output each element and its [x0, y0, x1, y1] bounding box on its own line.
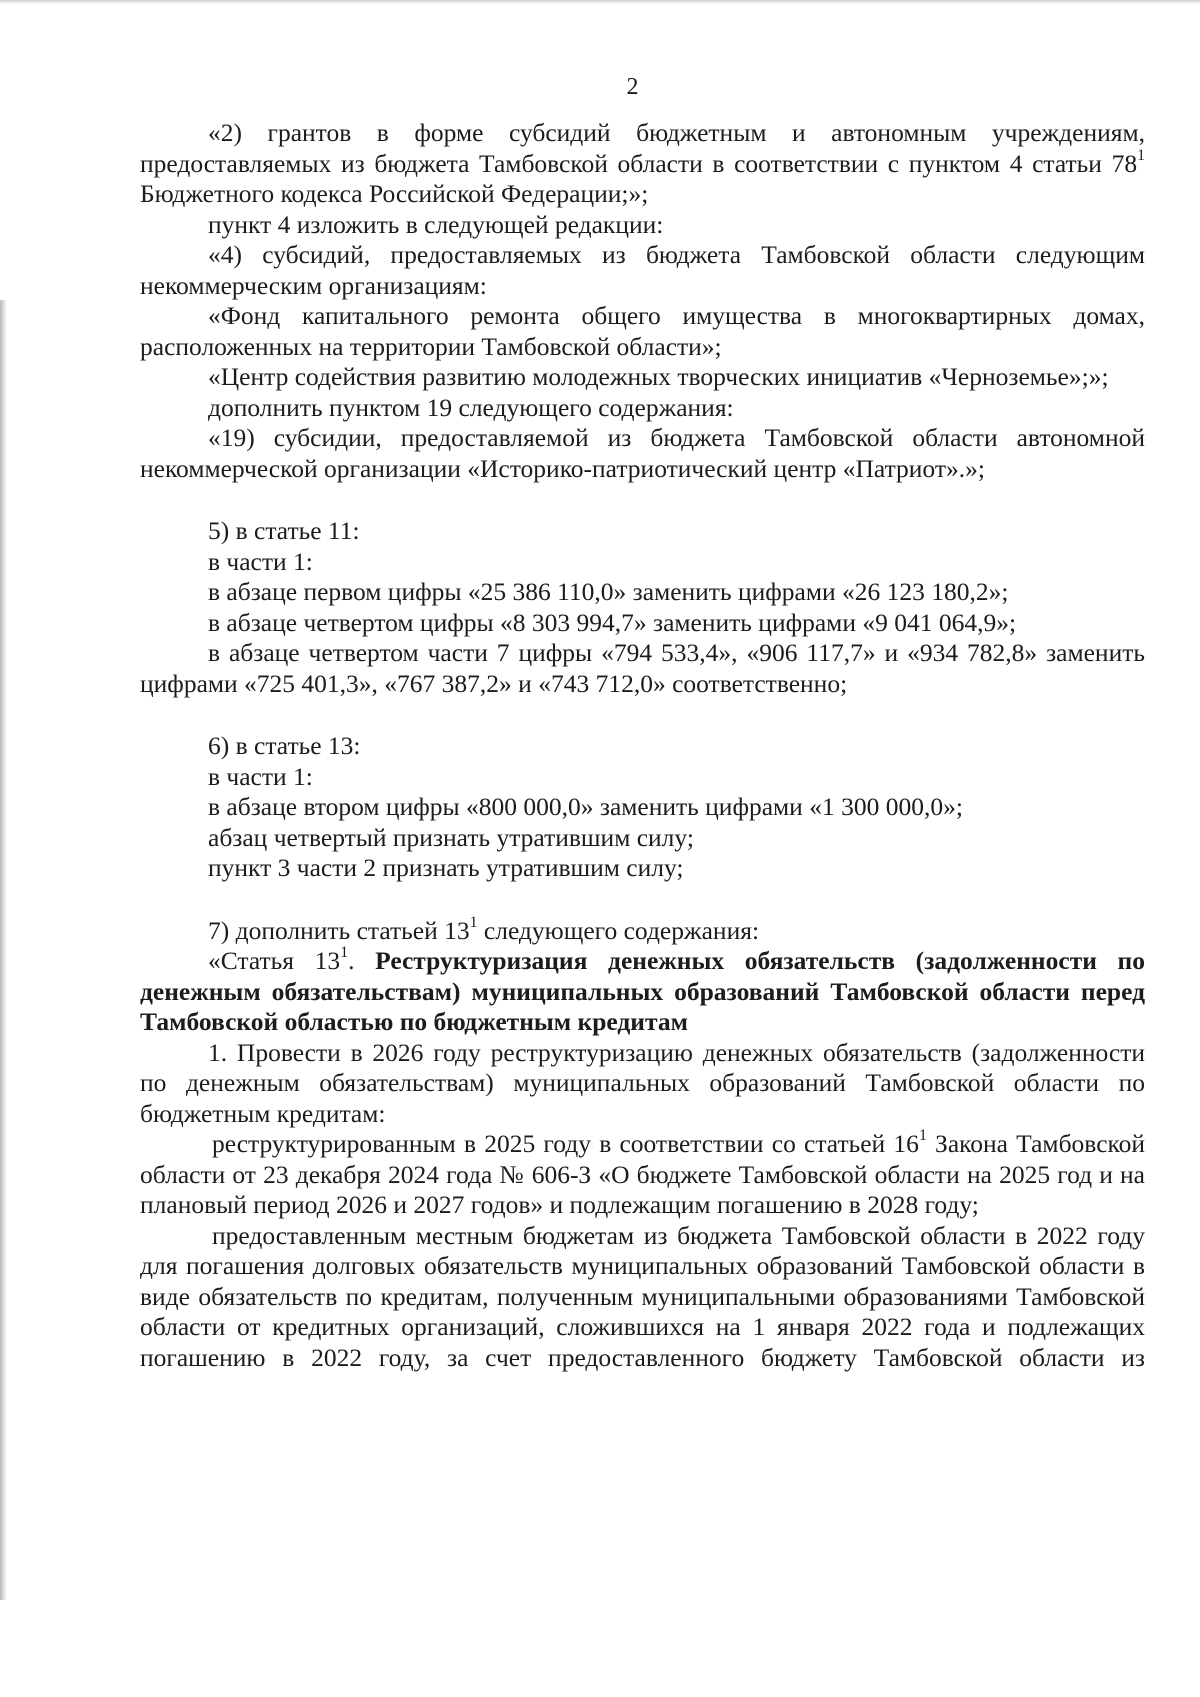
paragraph-article-11: 5) в статье 11:: [208, 516, 360, 545]
paragraph-restructure-1: 1. Провести в 2026 году реструктуризацию денежных обязательств (задолженности по денежным обязательствам) муниципальных образований Тамбовской области по бюджетным кредитам:: [140, 1037, 1145, 1128]
paragraph-part-1-b: в части 1:: [208, 761, 313, 791]
paragraph-item-19: «19) субсидии, предоставляемой из бюджета Тамбовской области автономной некоммерческой организации «Историко-патриотический центр «Патриот».»;: [140, 423, 1145, 483]
paragraph-item-19-intro: дополнить пунктом 19 следующего содержания:: [208, 392, 734, 422]
paragraph-abz-1: в абзаце первом цифры «25 386 110,0» заменить цифрами «26 123 180,2»;: [208, 577, 1009, 606]
paragraph-restructured-2025: реструктурированным в 2025 году в соответствии со статьей $16^1$ Закона Тамбовской области от 23 декабря 2024 года № 606-З «О бюджете Тамбовской области на 2025 год и на плановый период 2026 и 2027 годов» и подлежащим погашению в 2028 году;: [140, 1127, 1145, 1219]
paragraph-center: «Центр содействия развитию молодежных творческих инициатив «Черноземье»;»;: [208, 362, 1109, 391]
page-number: 2: [626, 74, 639, 100]
scan-edge-top: [0, 0, 1200, 4]
paragraph-article-13: 6) в статье 13:: [208, 731, 361, 760]
paragraph-abz-4-void: абзац четвертый признать утратившим силу;: [208, 822, 694, 852]
paragraph-article-13-1-intro: 7) дополнить статьей $13^1$ следующего содержания:: [208, 913, 760, 945]
paragraph-abz-4: в абзаце четвертом цифры «8 303 994,7» заменить цифрами «9 041 064,9»;: [208, 607, 1017, 637]
spacer: [140, 699, 1145, 731]
spacer: [140, 484, 1145, 516]
paragraph-article-13-1-title: «Статья $13^1$. Реструктуризация денежных обязательств (задолженности по денежным обязательствам) муниципальных образований Тамбовской области перед Тамбовской областью по бюджетным кредитам: [140, 944, 1145, 1036]
paragraph-abz-2: в абзаце втором цифры «800 000,0» заменить цифрами «1 300 000,0»;: [208, 792, 963, 821]
paragraph-item-4-intro: пункт 4 изложить в следующей редакции:: [208, 209, 664, 239]
paragraph-provided-2022: предоставленным местным бюджетам из бюджета Тамбовской области в 2022 году для погашения долговых обязательств муниципальных образований Тамбовской области в виде обязательств по кредитам, полученным муниципальными образованиями Тамбовской области от кредитных организаций, сложившихся на 1 января 2022 года и подлежащих погашению в 2022 году, за счет предоставленного бюджету Тамбовской области из: [140, 1220, 1145, 1372]
document-body: [140, 118, 1145, 1373]
paragraph-item-3-void: пункт 3 части 2 признать утратившим силу;: [208, 853, 684, 882]
paragraph-part-7: в абзаце четвертом части 7 цифры «794 533,4», «906 117,7» и «934 782,8» заменить цифрами «725 401,3», «767 387,2» и «743 712,0» соответственно;: [140, 638, 1145, 698]
paragraph-grants: «2) грантов в форме субсидий бюджетным и автономным учреждениям, предоставляемых из бюджета Тамбовской области в соответствии с пунктом 4 статьи $78^1$ Бюджетного кодекса Российской Федерации;»;: [140, 118, 1145, 208]
scan-edge-left: [0, 300, 7, 1600]
spacer: [140, 884, 1145, 916]
article-title-bold: Реструктуризация денежных обязательств (задолженности по денежным обязательствам) муниципальных образований Тамбовской области перед Тамбовской областью по бюджетным кредитам: [140, 946, 1145, 1036]
paragraph-fund: «Фонд капитального ремонта общего имущества в многоквартирных домах, расположенных на территории Тамбовской области»;: [140, 301, 1145, 361]
paragraph-item-4: «4) субсидий, предоставляемых из бюджета Тамбовской области следующим некоммерческим организациям:: [140, 240, 1145, 300]
paragraph-part-1: в части 1:: [208, 546, 313, 576]
